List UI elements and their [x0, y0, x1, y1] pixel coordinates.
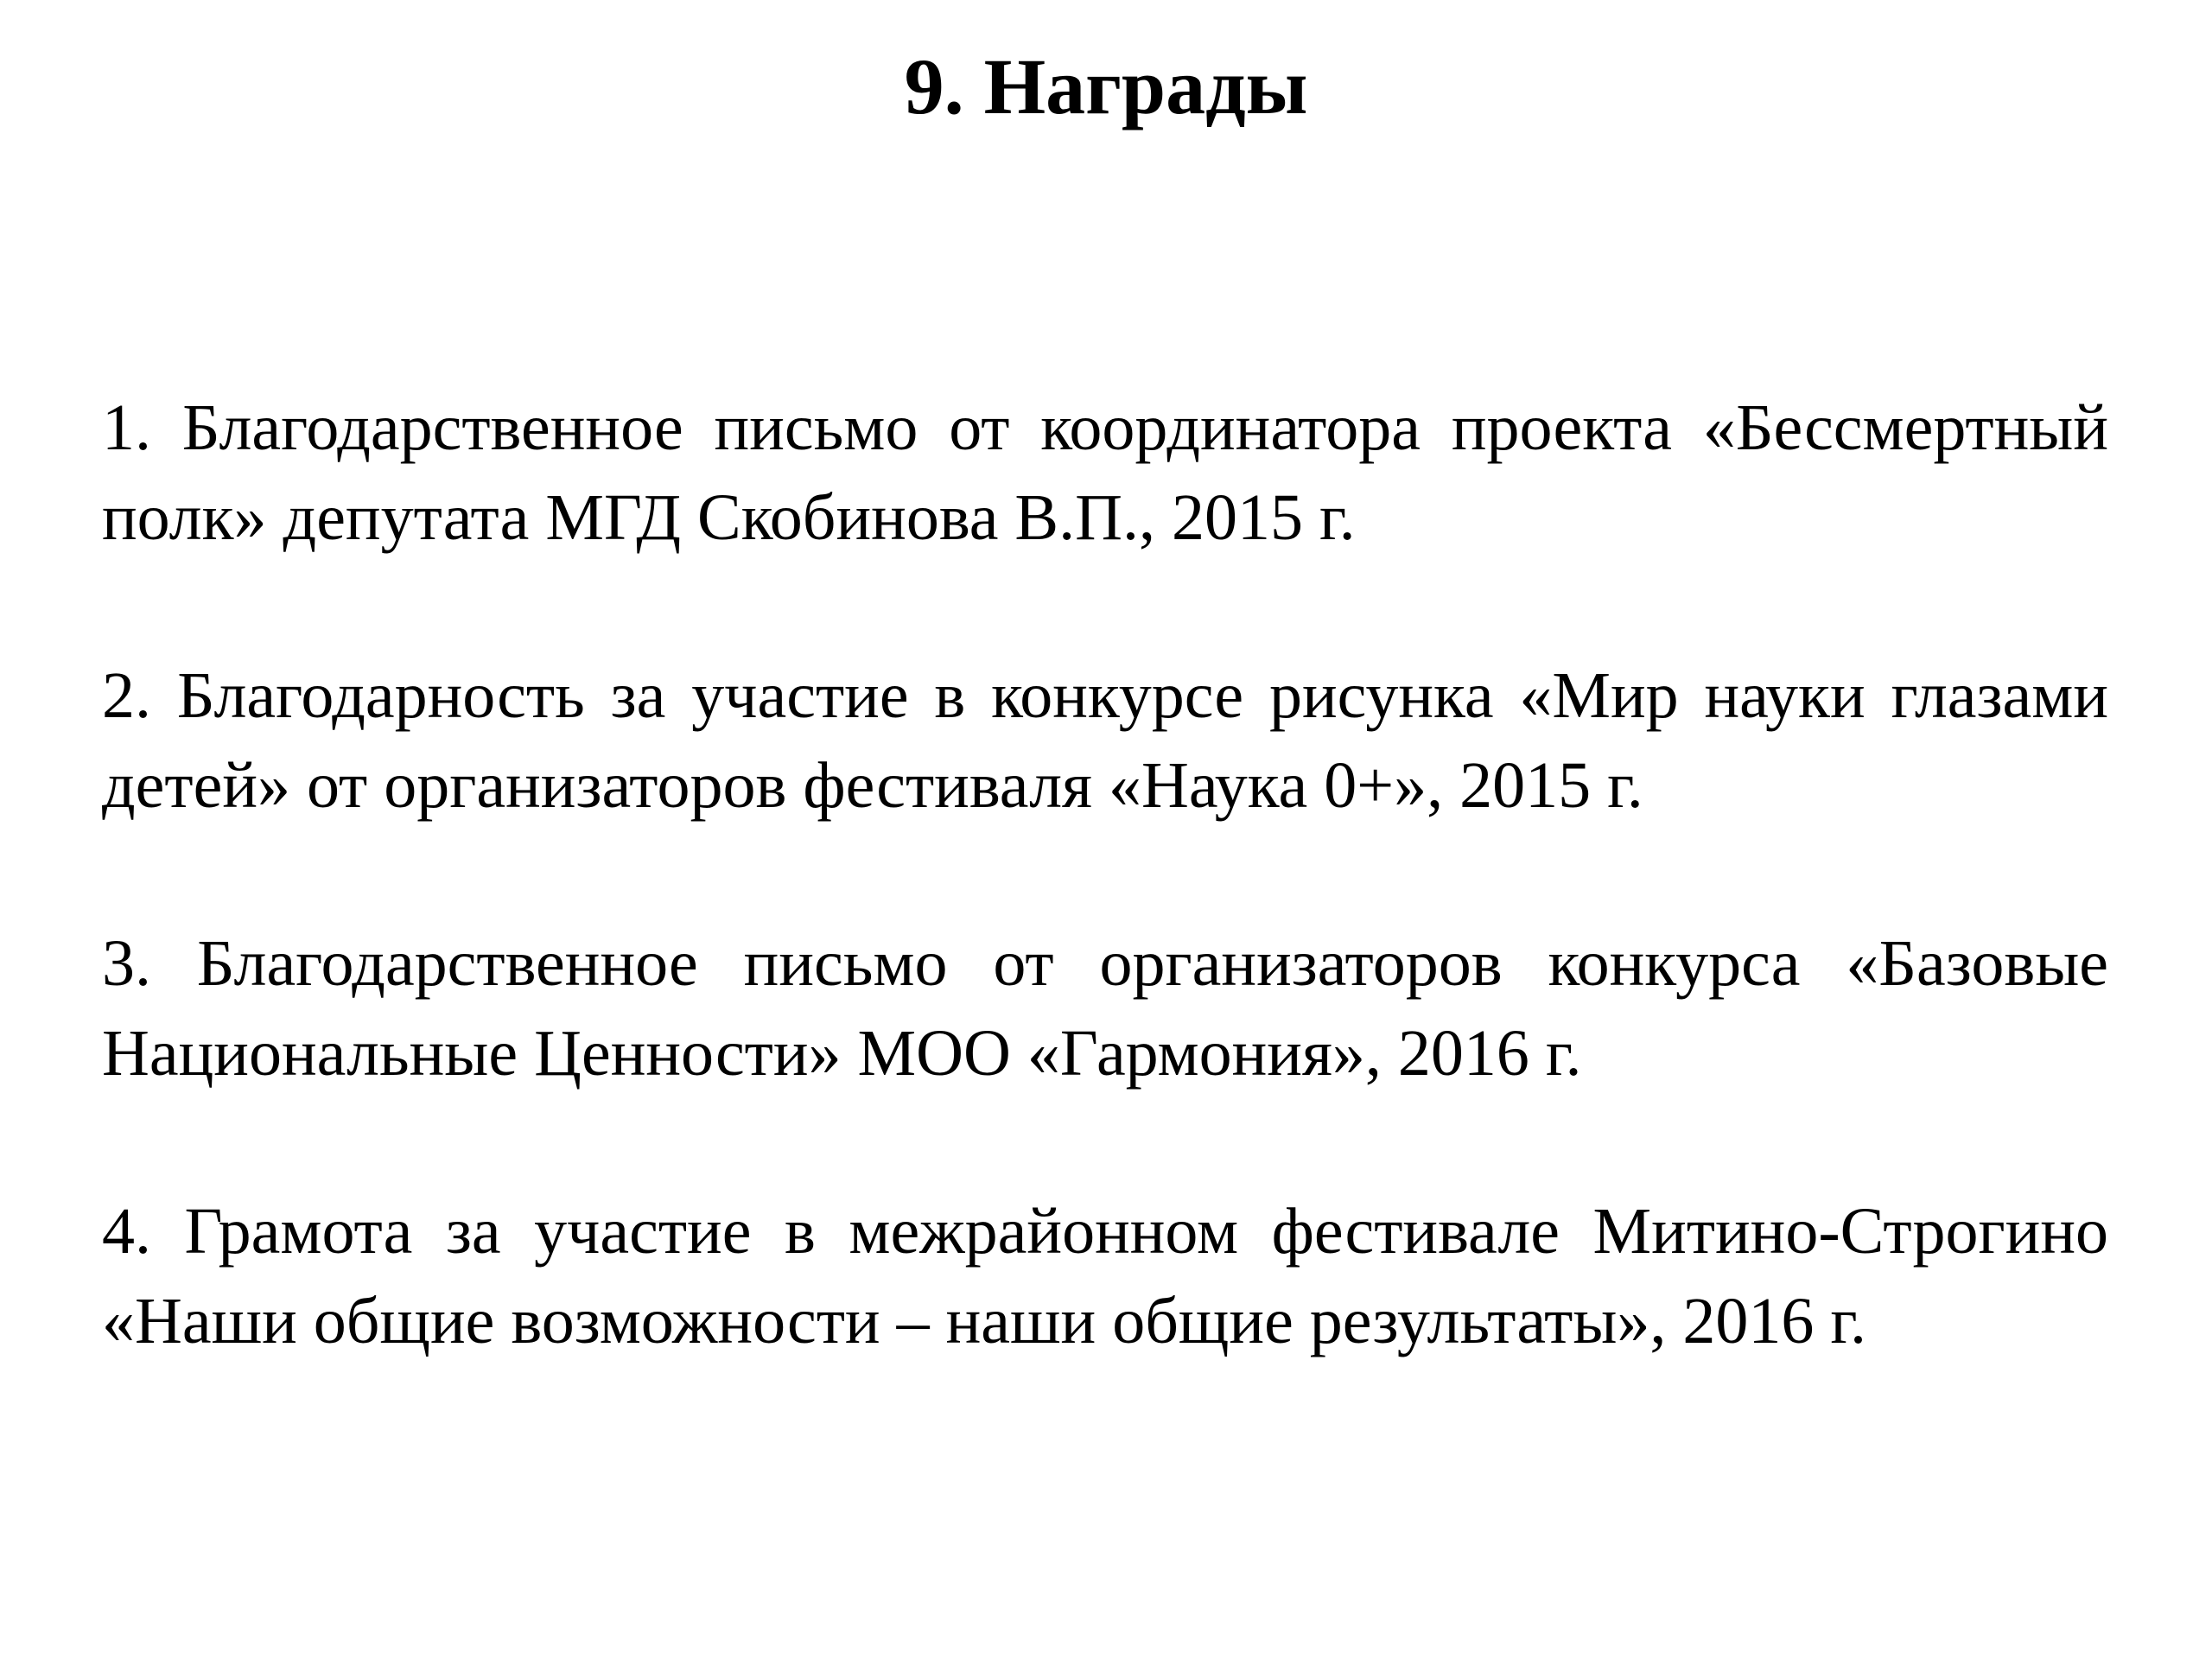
awards-list	[102, 383, 2108, 1366]
award-item-1: 1. Благодарственное письмо от координатора проекта «Бессмертный полк» депутата МГД Скобинова В.П., 2015 г.	[102, 391, 2108, 554]
award-item-4: 4. Грамота за участие в межрайонном фестивале Митино-Строгино «Наши общие возможности – наши общие результаты», 2016 г.	[102, 1195, 2108, 1357]
award-item-3: 3. Благодарственное письмо от организаторов конкурса «Базовые Национальные Ценности» МОО «Гармония», 2016 г.	[102, 927, 2108, 1090]
page-title: 9. Награды	[904, 42, 1308, 130]
award-item-2: 2. Благодарность за участие в конкурсе рисунка «Мир науки глазами детей» от организаторов фестиваля «Наука 0+», 2015 г.	[102, 659, 2108, 822]
